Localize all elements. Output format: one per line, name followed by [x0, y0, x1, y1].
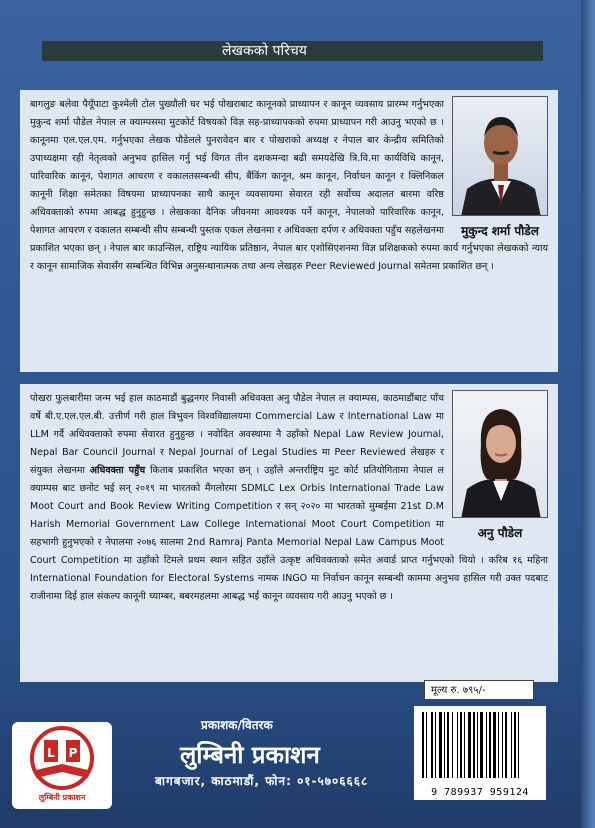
- author1-photo-block: [452, 96, 548, 240]
- publisher-label: प्रकाशक/वितरक: [201, 718, 273, 732]
- author1-bio: [30, 96, 548, 276]
- spine-edge: [581, 0, 595, 828]
- author2-bio-bold: अधिवक्ता पहुँच: [89, 465, 146, 476]
- man-portrait-icon: [453, 97, 548, 216]
- isbn-digits: 9 789937 959124: [431, 787, 529, 798]
- author1-photo: [452, 96, 548, 216]
- author2-photo: [452, 390, 548, 518]
- author1-bio-text: बागलुङ बलेवा पैयूँपाटा कुश्मेली टोल पुख्यौली घर भई पोखराबाट कानूनको प्राध्यापन र कानून व्यवसाय प्रारम्भ गर्नुभएका मुकुन्द शर्मा पौडेल नेपाल ल क्याम्पसमा मुटकोर्ट विषयको विज्ञ सह-प्राध्यापकको रुपमा प्राध्यापन गरी आउनु भएको छ । कानूनमा एल.एल.एम. गर्नुभएका लेखक पौडेलले पुनरावेदन बार र पोखराको अध्यक्ष र नेपाल बार केन्द्रीय समितिको उपाध्यक्षमा रही नेतृत्वको अनुभव हासिल गर्नु भई विगत तीन दशकमन्दा बढी समयदेखि त्रि.वि.मा कार्यविधि कानून, पारिवारिक कानून, पेशागत आचरण र वकालतसम्बन्धी सीप, बैंकिंग कानून, श्रम कानून, निर्वाचन कानून र क्लिनिकल कानूनी शिक्षा समेतका विषयमा प्राध्यापनका साथै कानून व्यवसायमा सेवारत रही सर्वोच्च अदालत बारमा वरिष्ठ अधिवक्ताको रुपमा आबद्ध हुनुहुन्छ । लेखकका दैनिक जीवनमा आवश्यक पर्ने कानून, नेपालको पारिवारिक कानून, पेशागत आचरण र वकालत सम्बन्धी सीप सम्बन्धी पुस्तक एकल लेखनमा र अधिवक्ता दर्पण र अधिवक्ता पहुँच सहलेखनमा प्रकाशित भएका छन् । नेपाल बार काउन्सिल, राष्ट्रिय न्यायिक प्रतिष्ठान, नेपाल बार एशोसिएशनमा विज्ञ प्रशिक्षकको रुपमा कार्य गर्नुभएका लेखकको न्याय र कानून सामाजिक सेवासँग सम्बन्धित विभिन्न अनुसन्धानात्मक तथा अन्य लेखहरु Peer Reviewed Journal समेतमा प्रकाशित छन् ।: [30, 99, 548, 272]
- publisher-address: बागबजार, काठमाडौं, फोन: ०१-५७०६६६८: [155, 774, 369, 788]
- price-tag: मूल्य रु. ७९५/-: [424, 680, 534, 700]
- author1-panel: [20, 90, 558, 372]
- author2-bio-text-1: पोखरा फुलबारीमा जन्म भई हाल काठमाडौं बुद्धनगर निवासी अधिवक्ता अनु पौडेल नेपाल ल क्याम्पस, काठमाडौंबाट पाँच वर्षे बी.ए.एल.एल.बी. उत्तीर्ण गरी हाल त्रिभुवन विश्वविद्यालयमा Commercial Law र International Law मा LLM गर्दै अधिवक्ताको रुपमा सेवारत हुनुहुन्छ । नवोदित अवस्थामा नै उहाँको Nepal Law Review Journal, Nepal Bar Council Journal र Nepal Journal of Legal Studies मा Peer Reviewed लेखहरु र संयुक्त लेखनमा: [30, 393, 444, 476]
- publisher-name: लुम्बिनी प्रकाशन: [180, 741, 320, 769]
- author2-bio-text-2: किताब प्रकाशित भएका छन् । उहाँले अन्तर्राष्ट्रिय मुट कोर्ट प्रतियोगितामा नेपाल ल क्याम्पस बाट छनोट भई सन् २०१९ मा भारतको मैंगलोरमा SDMLC Lex Orbis International Trade Law Moot Court and Book Review Writing Competition र सन् २०२० मा भारतको मुम्बईमा 21st D.M Harish Memorial Government Law College International Moot Court Competition मा सहभागी हुनुभएको र नेपालमा २०७६ सालमा 2nd Ramraj Panta Memorial Nepal Law Campus Moot Court Competition मा उहाँको टिमले प्रथम स्थान सहित उहाँले उत्कृष्ट अधिवक्ताको समेत अवार्ड प्राप्त गर्नुभएको थियो । करिब १६ महिना International Foundation for Electoral Systems नामक INGO मा निर्वाचन कानून सम्बन्धी काममा अनुभव हासिल गरी उक्त पदबाट राजीनामा दिई हाल संकल्प कानूनी च्याम्बर, बबरमहलमा आबद्ध भई कानून व्यवसाय गरी आउनु भएको छ ।: [30, 465, 548, 602]
- logo-caption: लुम्बिनी प्रकाशन: [38, 793, 86, 802]
- author2-photo-block: [452, 390, 548, 542]
- publisher-logo: [8, 718, 116, 813]
- isbn-barcode: [414, 706, 546, 800]
- woman-portrait-icon: [453, 391, 548, 518]
- author2-bio: [30, 390, 548, 606]
- barcode-icon: [414, 706, 546, 786]
- logo-letter-l: L: [47, 746, 55, 760]
- logo-letter-p: P: [68, 746, 78, 760]
- author1-name: मुकुन्द शर्मा पौडेल: [461, 224, 539, 238]
- section-title: लेखकको परिचय: [42, 41, 543, 61]
- author2-panel: [20, 384, 558, 682]
- author2-name: अनु पौडेल: [477, 526, 523, 540]
